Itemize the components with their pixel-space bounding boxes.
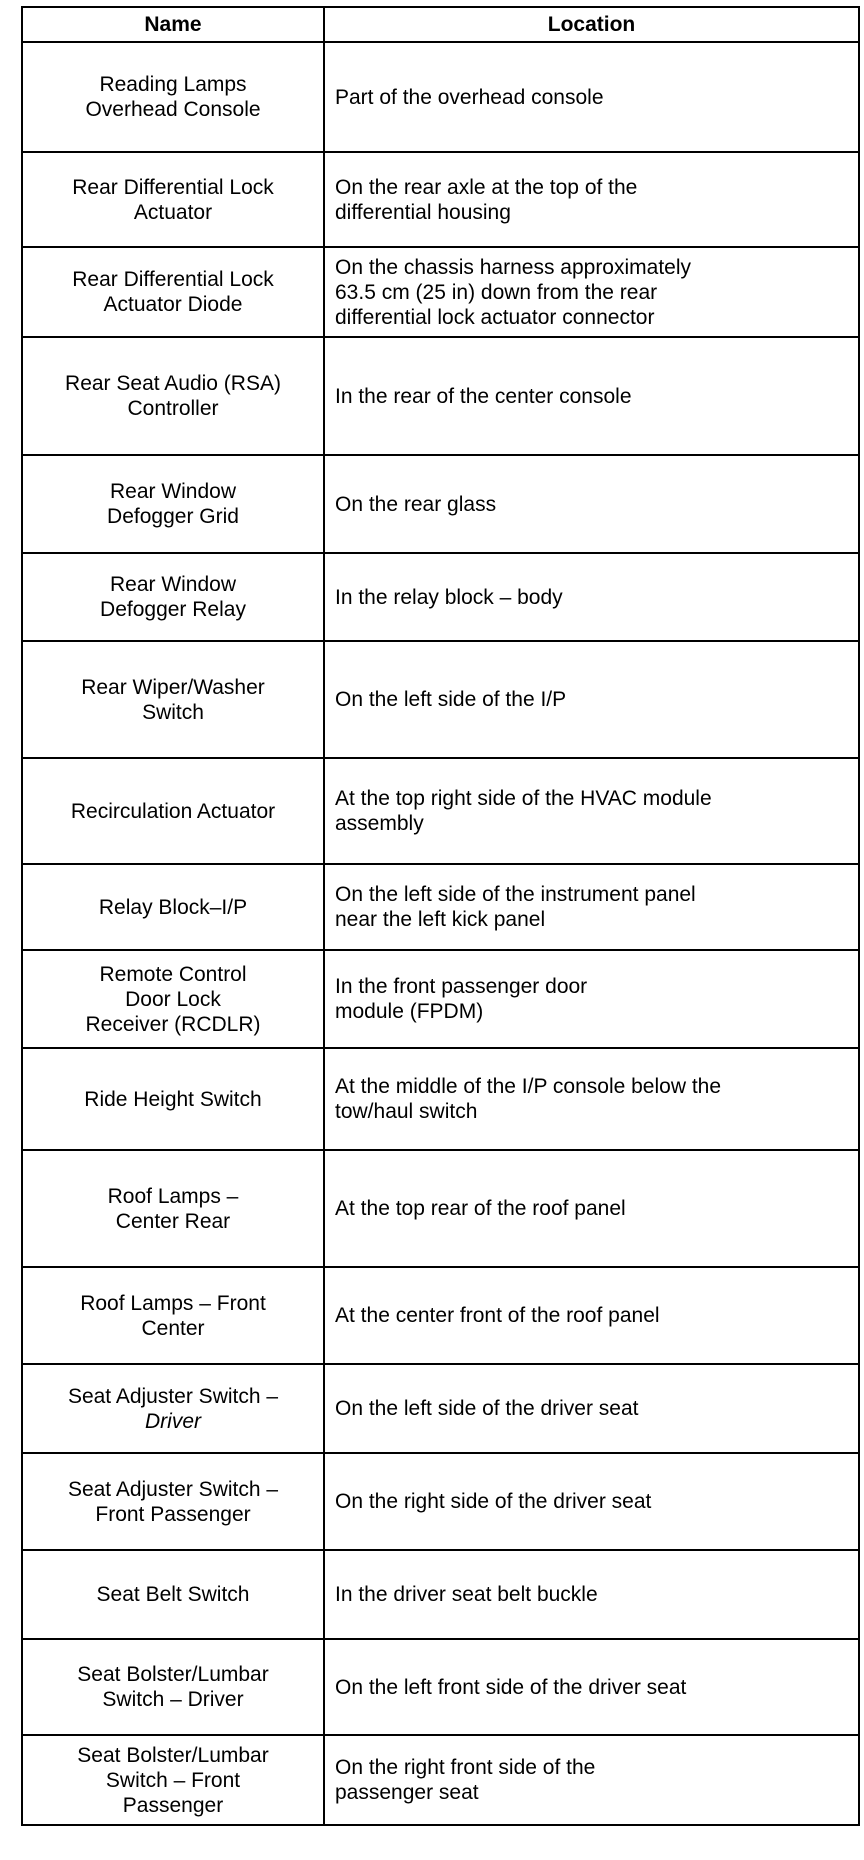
component-name: Roof Lamps – Center Rear	[22, 1150, 324, 1267]
component-location: At the top rear of the roof panel	[324, 1150, 859, 1267]
component-location: On the right side of the driver seat	[324, 1453, 859, 1550]
component-location: On the left front side of the driver seat	[324, 1639, 859, 1735]
component-location: On the rear glass	[324, 455, 859, 553]
component-location: Part of the overhead console	[324, 42, 859, 152]
component-location: In the relay block – body	[324, 553, 859, 641]
component-name-qualifier: Driver	[145, 1409, 201, 1433]
component-name: Ride Height Switch	[22, 1048, 324, 1150]
component-name: Rear Window Defogger Relay	[22, 553, 324, 641]
component-location: In the rear of the center console	[324, 337, 859, 455]
component-location: In the front passenger door module (FPDM)	[324, 950, 859, 1048]
component-name: Seat Belt Switch	[22, 1550, 324, 1639]
table-row	[22, 950, 859, 1048]
component-name: Rear Seat Audio (RSA) Controller	[22, 337, 324, 455]
table-row	[22, 1364, 859, 1453]
table-row	[22, 1048, 859, 1150]
table-row	[22, 1150, 859, 1267]
component-location: At the top right side of the HVAC module assembly	[324, 758, 859, 864]
component-name: Rear Window Defogger Grid	[22, 455, 324, 553]
component-name: Roof Lamps – Front Center	[22, 1267, 324, 1364]
table-row	[22, 42, 859, 152]
table-row	[22, 1639, 859, 1735]
table-row	[22, 1453, 859, 1550]
component-name: Rear Differential Lock Actuator Diode	[22, 247, 324, 337]
component-name: Recirculation Actuator	[22, 758, 324, 864]
component-name: Reading Lamps Overhead Console	[22, 42, 324, 152]
table-row	[22, 1550, 859, 1639]
table-row	[22, 553, 859, 641]
table-row	[22, 152, 859, 247]
component-location: On the left side of the instrument panel near the left kick panel	[324, 864, 859, 950]
component-name: Relay Block–I/P	[22, 864, 324, 950]
component-name: Seat Adjuster Switch – Front Passenger	[22, 1453, 324, 1550]
component-location: In the driver seat belt buckle	[324, 1550, 859, 1639]
component-name: Rear Wiper/Washer Switch	[22, 641, 324, 758]
table-row	[22, 641, 859, 758]
component-location: On the chassis harness approximately 63.5 cm (25 in) down from the rear differential lock actuator connector	[324, 247, 859, 337]
component-location-table	[21, 6, 860, 1826]
component-location: On the right front side of the passenger seat	[324, 1735, 859, 1825]
table-row	[22, 864, 859, 950]
table-header-row	[22, 7, 859, 42]
table-row	[22, 1735, 859, 1825]
table-row	[22, 758, 859, 864]
table-row	[22, 337, 859, 455]
component-location: On the rear axle at the top of the differential housing	[324, 152, 859, 247]
location-column-header: Location	[324, 7, 859, 42]
component-name: Seat Bolster/Lumbar Switch – Front Passenger	[22, 1735, 324, 1825]
table-row	[22, 247, 859, 337]
component-name: Seat Bolster/Lumbar Switch – Driver	[22, 1639, 324, 1735]
component-name: Seat Adjuster Switch –	[67, 1384, 279, 1408]
name-column-header: Name	[22, 7, 324, 42]
component-name: Rear Differential Lock Actuator	[22, 152, 324, 247]
table-row	[22, 1267, 859, 1364]
component-location: At the center front of the roof panel	[324, 1267, 859, 1364]
component-name-cell	[22, 1364, 324, 1453]
component-location: On the left side of the I/P	[324, 641, 859, 758]
component-location: At the middle of the I/P console below the tow/haul switch	[324, 1048, 859, 1150]
table-row	[22, 455, 859, 553]
component-location: On the left side of the driver seat	[324, 1364, 859, 1453]
component-name: Remote Control Door Lock Receiver (RCDLR)	[22, 950, 324, 1048]
